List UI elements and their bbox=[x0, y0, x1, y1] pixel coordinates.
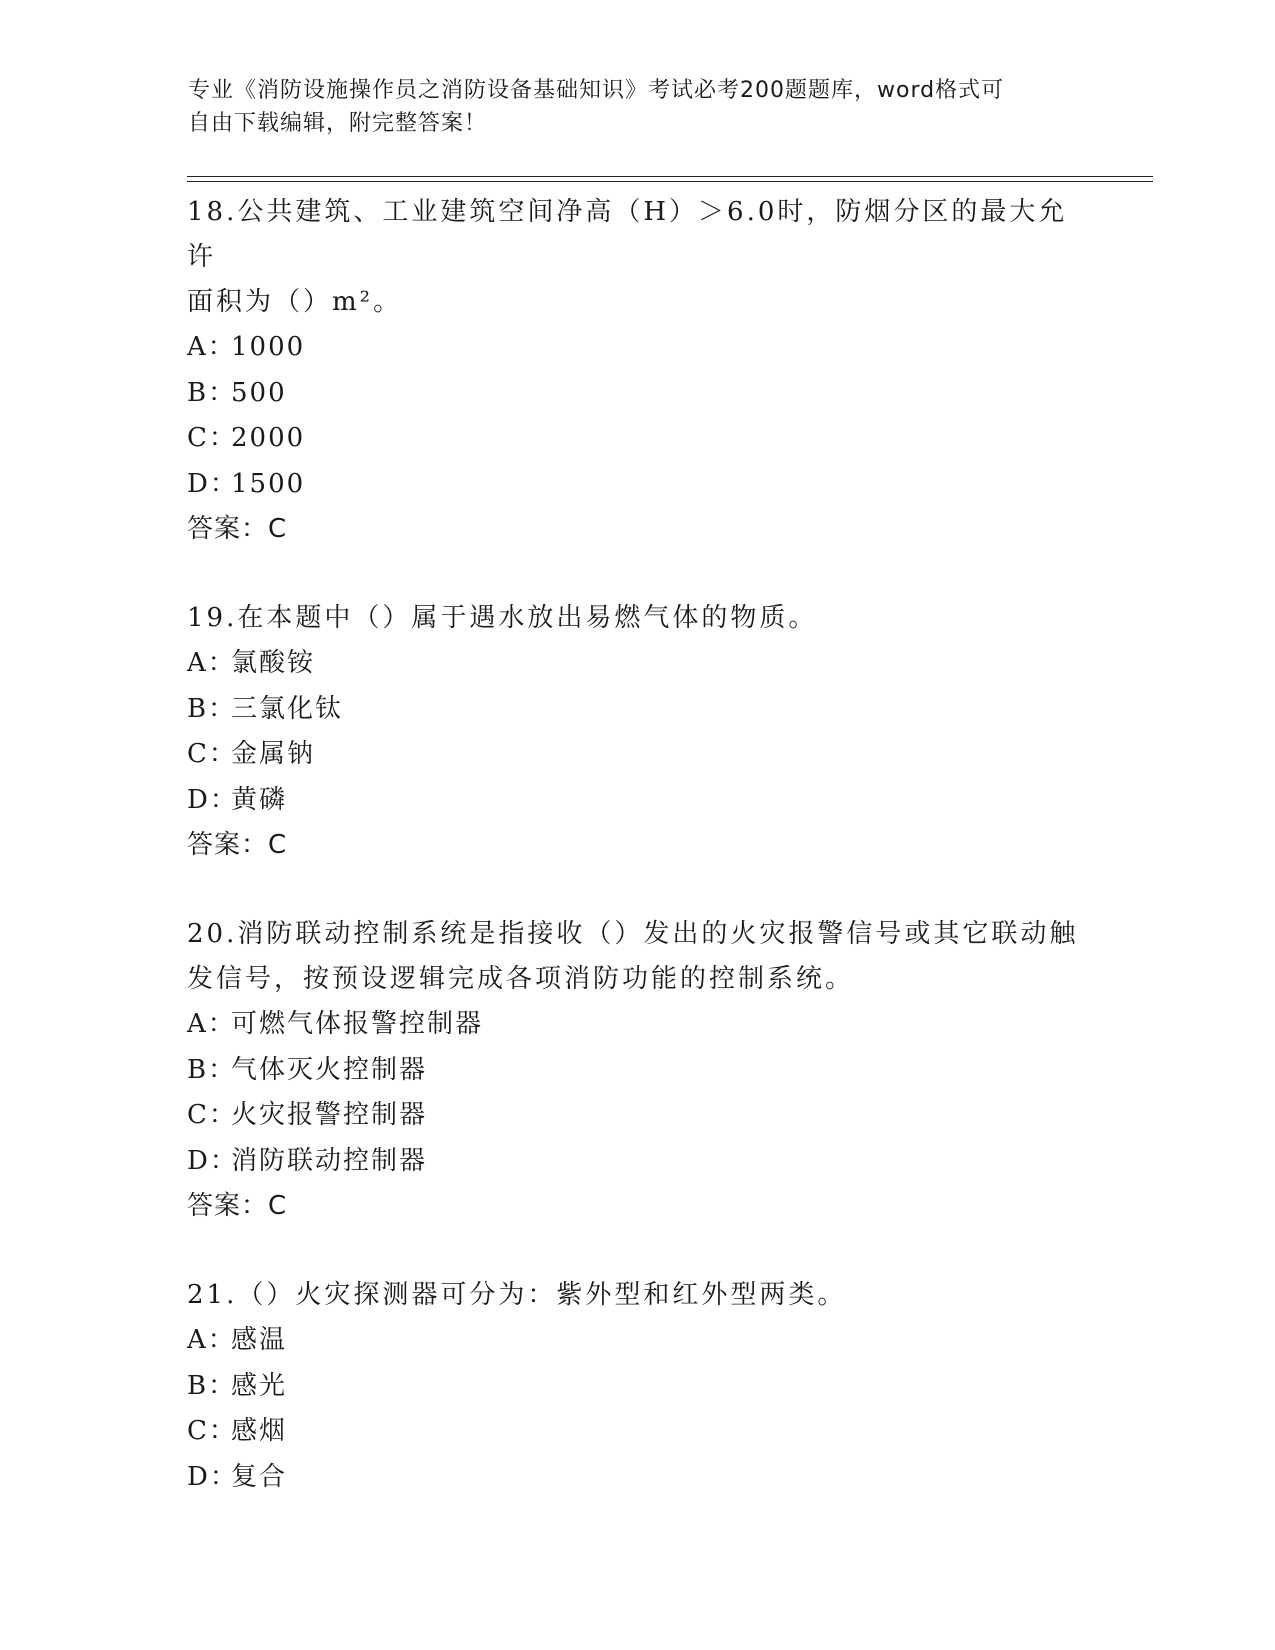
option-letter: C： bbox=[187, 739, 237, 769]
header-line-1: 专业《消防设施操作员之消防设备基础知识》考试必考200题题库，word格式可 bbox=[188, 78, 1005, 103]
option-letter: A： bbox=[187, 1009, 236, 1039]
option-letter: D： bbox=[187, 784, 238, 815]
option-letter: A： bbox=[187, 332, 236, 362]
option-c bbox=[187, 1409, 1087, 1455]
option-text: 感光 bbox=[231, 1370, 288, 1401]
option-d bbox=[187, 462, 1087, 508]
option-text: 金属钠 bbox=[231, 739, 316, 769]
option-a bbox=[187, 1318, 1087, 1364]
option-b bbox=[187, 1048, 1087, 1094]
option-letter: B： bbox=[187, 1370, 237, 1401]
question-18 bbox=[187, 190, 1087, 552]
option-text: 火灾报警控制器 bbox=[231, 1100, 428, 1130]
option-letter: D： bbox=[187, 1145, 238, 1176]
option-d bbox=[187, 1139, 1087, 1185]
option-text: 感烟 bbox=[231, 1416, 288, 1446]
document-header bbox=[188, 74, 1078, 140]
option-letter: C： bbox=[187, 1100, 237, 1130]
option-text: 2000 bbox=[231, 423, 306, 453]
question-19 bbox=[187, 596, 1087, 868]
question-stem-line: 发信号，按预设逻辑完成各项消防功能的控制系统。 bbox=[187, 964, 855, 994]
answer-line: 答案：C bbox=[187, 514, 288, 544]
option-a bbox=[187, 325, 1087, 371]
option-c bbox=[187, 1093, 1087, 1139]
option-d bbox=[187, 1455, 1087, 1501]
option-text: 消防联动控制器 bbox=[231, 1145, 428, 1176]
option-c bbox=[187, 416, 1087, 462]
option-letter: A： bbox=[187, 648, 236, 678]
option-text: 气体灭火控制器 bbox=[231, 1054, 428, 1085]
option-letter: C： bbox=[187, 423, 237, 453]
header-divider-top bbox=[187, 176, 1153, 177]
question-list bbox=[187, 190, 1087, 1544]
option-text: 黄磷 bbox=[231, 784, 288, 815]
option-letter: B： bbox=[187, 377, 237, 408]
question-stem-line: 面积为（）m²。 bbox=[187, 287, 403, 317]
question-20 bbox=[187, 912, 1087, 1229]
option-text: 可燃气体报警控制器 bbox=[231, 1009, 484, 1039]
option-text: 500 bbox=[231, 377, 287, 408]
question-stem-line: 18.公共建筑、工业建筑空间净高（H）＞6.0时，防烟分区的最大允许 bbox=[187, 197, 1068, 272]
question-stem-line: 19.在本题中（）属于遇水放出易燃气体的物质。 bbox=[187, 603, 818, 633]
option-text: 复合 bbox=[231, 1461, 288, 1492]
option-a bbox=[187, 641, 1087, 687]
option-letter: A： bbox=[187, 1325, 236, 1355]
option-b bbox=[187, 371, 1087, 417]
option-text: 1000 bbox=[231, 332, 306, 362]
option-c bbox=[187, 732, 1087, 778]
header-line-2: 自由下载编辑，附完整答案！ bbox=[188, 111, 488, 136]
option-letter: B： bbox=[187, 693, 237, 724]
option-text: 1500 bbox=[231, 468, 306, 499]
option-a bbox=[187, 1002, 1087, 1048]
question-stem-line: 20.消防联动控制系统是指接收（）发出的火灾报警信号或其它联动触 bbox=[187, 919, 1079, 949]
question-stem-line: 21.（）火灾探测器可分为：紫外型和红外型两类。 bbox=[187, 1280, 847, 1310]
option-text: 氯酸铵 bbox=[231, 648, 316, 678]
option-letter: D： bbox=[187, 1461, 238, 1492]
option-text: 感温 bbox=[231, 1325, 288, 1355]
question-21 bbox=[187, 1273, 1087, 1500]
option-text: 三氯化钛 bbox=[231, 693, 344, 724]
answer-line: 答案：C bbox=[187, 830, 288, 860]
option-letter: D： bbox=[187, 468, 238, 499]
option-letter: C： bbox=[187, 1416, 237, 1446]
option-d bbox=[187, 778, 1087, 824]
header-divider-bottom bbox=[187, 181, 1153, 182]
option-letter: B： bbox=[187, 1054, 237, 1085]
option-b bbox=[187, 687, 1087, 733]
answer-line: 答案：C bbox=[187, 1191, 288, 1221]
option-b bbox=[187, 1364, 1087, 1410]
